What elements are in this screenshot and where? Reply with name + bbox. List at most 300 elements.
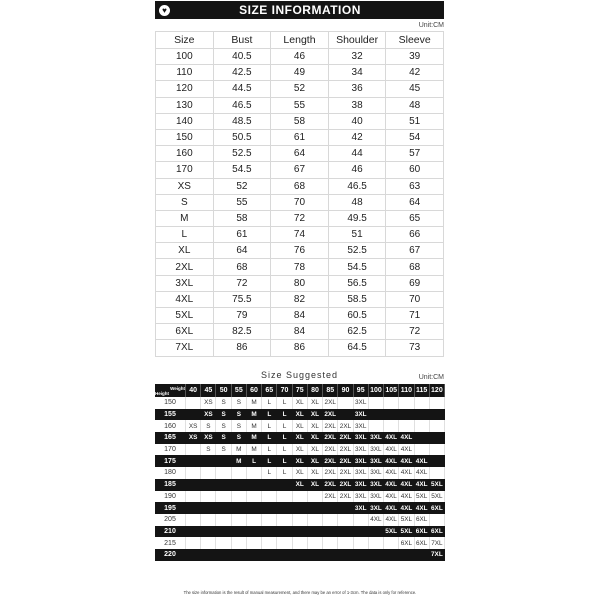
weight-header: 100: [368, 384, 383, 397]
size-cell: 3XL: [368, 467, 383, 479]
size-cell: [338, 526, 353, 538]
size-cell: S: [231, 420, 246, 432]
size-cell: [292, 526, 307, 538]
size-cell: 5XL: [429, 479, 444, 491]
size-cell: 4XL: [384, 455, 399, 467]
table-row: [156, 113, 444, 129]
size-cell: [231, 526, 246, 538]
table-cell: 3XL: [156, 275, 214, 291]
size-cell: [277, 502, 292, 514]
weight-header: 90: [338, 384, 353, 397]
size-cell: L: [262, 397, 277, 409]
size-cell: 4XL: [384, 444, 399, 456]
height-cell: 155: [155, 409, 186, 421]
size-cell: [231, 537, 246, 549]
suggestion-row: [155, 397, 445, 409]
size-cell: [186, 514, 201, 526]
suggestion-row: [155, 549, 445, 561]
table-cell: 64.5: [328, 340, 386, 356]
size-cell: S: [231, 397, 246, 409]
table-cell: 38: [328, 97, 386, 113]
size-cell: [186, 444, 201, 456]
size-cell: [216, 549, 231, 561]
table-cell: 55: [271, 97, 329, 113]
size-cell: [262, 491, 277, 503]
table-cell: 100: [156, 49, 214, 65]
suggestion-row: [155, 537, 445, 549]
size-cell: [323, 537, 338, 549]
table-row: [156, 308, 444, 324]
size-cell: [338, 514, 353, 526]
table-row: [156, 49, 444, 65]
size-cell: [353, 549, 368, 561]
height-cell: 160: [155, 420, 186, 432]
table-cell: 68: [271, 178, 329, 194]
size-cell: [368, 549, 383, 561]
size-cell: 4XL: [414, 455, 429, 467]
size-cell: [368, 420, 383, 432]
size-cell: [307, 537, 322, 549]
suggestion-row: [155, 455, 445, 467]
table-cell: 54.5: [213, 162, 271, 178]
table-cell: 64: [271, 146, 329, 162]
size-cell: 3XL: [368, 432, 383, 444]
suggestion-row: [155, 420, 445, 432]
table-cell: 42: [386, 65, 444, 81]
size-cell: 4XL: [368, 514, 383, 526]
size-cell: [186, 479, 201, 491]
suggestion-row: [155, 409, 445, 421]
size-cell: 2XL: [323, 491, 338, 503]
size-cell: [186, 455, 201, 467]
size-cell: S: [231, 432, 246, 444]
table-cell: 67: [386, 243, 444, 259]
size-cell: [216, 526, 231, 538]
size-cell: [399, 397, 414, 409]
size-cell: [186, 409, 201, 421]
table-cell: 52: [213, 178, 271, 194]
size-cell: XL: [307, 409, 322, 421]
table-row: [156, 81, 444, 97]
weight-header: 80: [307, 384, 322, 397]
size-cell: [262, 479, 277, 491]
size-cell: XL: [292, 420, 307, 432]
size-cell: [368, 409, 383, 421]
height-cell: 205: [155, 514, 186, 526]
table-cell: 65: [386, 210, 444, 226]
size-cell: [368, 537, 383, 549]
size-cell: [216, 455, 231, 467]
size-cell: [186, 467, 201, 479]
size-suggested-title: Size Suggested: [260, 370, 339, 380]
size-cell: L: [277, 455, 292, 467]
size-cell: 4XL: [414, 479, 429, 491]
size-cell: S: [201, 444, 216, 456]
table-cell: 67: [271, 162, 329, 178]
weight-header: 110: [399, 384, 414, 397]
size-cell: 7XL: [429, 549, 444, 561]
size-cell: 3XL: [353, 420, 368, 432]
size-cell: L: [277, 467, 292, 479]
size-cell: 2XL: [323, 409, 338, 421]
size-cell: 6XL: [429, 526, 444, 538]
table-cell: 75.5: [213, 291, 271, 307]
size-cell: XL: [292, 432, 307, 444]
size-cell: 2XL: [338, 420, 353, 432]
size-cell: [186, 549, 201, 561]
height-cell: 175: [155, 455, 186, 467]
height-label: Height: [155, 390, 169, 396]
size-cell: 2XL: [338, 467, 353, 479]
table-row: [156, 210, 444, 226]
table-cell: 130: [156, 97, 214, 113]
table-cell: 78: [271, 259, 329, 275]
size-cell: S: [216, 432, 231, 444]
weight-header: 65: [262, 384, 277, 397]
size-cell: [307, 502, 322, 514]
size-suggested-table: [155, 384, 445, 561]
table-cell: 44.5: [213, 81, 271, 97]
size-cell: [246, 467, 261, 479]
size-cell: 3XL: [353, 467, 368, 479]
size-cell: [323, 549, 338, 561]
table-cell: 7XL: [156, 340, 214, 356]
table-row: [156, 324, 444, 340]
size-cell: 4XL: [384, 467, 399, 479]
column-header: Length: [271, 32, 329, 49]
size-cell: L: [277, 409, 292, 421]
size-cell: [246, 491, 261, 503]
size-cell: [429, 420, 444, 432]
table-cell: 86: [213, 340, 271, 356]
size-cell: 5XL: [399, 526, 414, 538]
table-cell: 54.5: [328, 259, 386, 275]
column-header: Bust: [213, 32, 271, 49]
table-cell: 80: [271, 275, 329, 291]
size-cell: [201, 502, 216, 514]
size-cell: 2XL: [338, 479, 353, 491]
size-cell: L: [277, 397, 292, 409]
size-cell: [323, 526, 338, 538]
table-cell: 51: [386, 113, 444, 129]
size-cell: [186, 537, 201, 549]
size-cell: M: [246, 432, 261, 444]
size-cell: 4XL: [399, 479, 414, 491]
unit-label: Unit:CM: [418, 22, 444, 29]
size-cell: 3XL: [368, 502, 383, 514]
size-cell: [186, 526, 201, 538]
table-cell: 57: [386, 146, 444, 162]
size-cell: [201, 549, 216, 561]
size-cell: [307, 549, 322, 561]
size-cell: [429, 455, 444, 467]
size-cell: [201, 479, 216, 491]
suggestion-row: [155, 526, 445, 538]
weight-header: 70: [277, 384, 292, 397]
size-cell: XL: [307, 397, 322, 409]
table-cell: 51: [328, 227, 386, 243]
size-cell: [399, 409, 414, 421]
table-cell: 58: [213, 210, 271, 226]
table-cell: 72: [271, 210, 329, 226]
table-cell: 84: [271, 324, 329, 340]
size-cell: [399, 420, 414, 432]
size-cell: [414, 549, 429, 561]
size-cell: 3XL: [353, 409, 368, 421]
size-cell: [262, 514, 277, 526]
size-information-header: [155, 1, 444, 19]
size-cell: L: [246, 455, 261, 467]
table-cell: 56.5: [328, 275, 386, 291]
table-row: [156, 146, 444, 162]
size-information-table: [155, 31, 444, 357]
weight-header: 45: [201, 384, 216, 397]
table-cell: 69: [386, 275, 444, 291]
size-cell: S: [201, 420, 216, 432]
size-cell: [277, 514, 292, 526]
size-cell: M: [246, 397, 261, 409]
table-cell: L: [156, 227, 214, 243]
size-cell: M: [231, 455, 246, 467]
table-cell: 48.5: [213, 113, 271, 129]
size-cell: [429, 467, 444, 479]
table-cell: 46.5: [213, 97, 271, 113]
size-cell: [384, 537, 399, 549]
size-cell: 3XL: [368, 444, 383, 456]
size-cell: 2XL: [323, 479, 338, 491]
table-cell: 150: [156, 129, 214, 145]
size-cell: [384, 409, 399, 421]
table-cell: 86: [271, 340, 329, 356]
size-cell: [246, 526, 261, 538]
table-cell: 40: [328, 113, 386, 129]
table-cell: 70: [386, 291, 444, 307]
weight-header: 85: [323, 384, 338, 397]
size-cell: [384, 549, 399, 561]
size-cell: L: [262, 444, 277, 456]
table-cell: 6XL: [156, 324, 214, 340]
table-cell: 60: [386, 162, 444, 178]
weight-header-row: [155, 384, 445, 397]
size-cell: [338, 502, 353, 514]
table-cell: 46.5: [328, 178, 386, 194]
size-cell: XL: [307, 467, 322, 479]
size-cell: [231, 514, 246, 526]
size-cell: 4XL: [399, 502, 414, 514]
height-cell: 150: [155, 397, 186, 409]
table-cell: 61: [271, 129, 329, 145]
table-cell: 76: [271, 243, 329, 259]
size-cell: [231, 491, 246, 503]
size-cell: 2XL: [338, 455, 353, 467]
suggestion-row: [155, 444, 445, 456]
size-cell: XL: [307, 432, 322, 444]
size-cell: XL: [307, 455, 322, 467]
size-cell: 4XL: [384, 479, 399, 491]
table-cell: 42.5: [213, 65, 271, 81]
size-cell: [292, 502, 307, 514]
size-cell: 4XL: [414, 467, 429, 479]
size-cell: 7XL: [429, 537, 444, 549]
table-cell: 34: [328, 65, 386, 81]
size-cell: 2XL: [323, 397, 338, 409]
size-cell: [429, 444, 444, 456]
size-cell: [338, 537, 353, 549]
suggestion-row: [155, 502, 445, 514]
size-cell: [216, 502, 231, 514]
table-row: [156, 194, 444, 210]
size-cell: 4XL: [384, 514, 399, 526]
size-cell: [201, 455, 216, 467]
size-cell: [368, 526, 383, 538]
size-cell: 6XL: [414, 537, 429, 549]
size-cell: [246, 537, 261, 549]
size-cell: [292, 491, 307, 503]
table-cell: 58: [271, 113, 329, 129]
table-row: [156, 162, 444, 178]
table-cell: 49.5: [328, 210, 386, 226]
size-cell: [231, 479, 246, 491]
weight-height-corner: [155, 384, 186, 397]
table-cell: 52.5: [328, 243, 386, 259]
size-cell: 6XL: [399, 537, 414, 549]
table-cell: 5XL: [156, 308, 214, 324]
size-cell: 3XL: [353, 432, 368, 444]
size-cell: L: [277, 432, 292, 444]
size-cell: 4XL: [399, 491, 414, 503]
size-cell: [384, 420, 399, 432]
size-cell: 3XL: [353, 455, 368, 467]
size-cell: 3XL: [353, 444, 368, 456]
size-cell: M: [246, 409, 261, 421]
size-cell: [246, 502, 261, 514]
table-cell: 40.5: [213, 49, 271, 65]
size-cell: [201, 491, 216, 503]
table-cell: 73: [386, 340, 444, 356]
column-header: Sleeve: [386, 32, 444, 49]
size-cell: 4XL: [399, 444, 414, 456]
table-row: [156, 97, 444, 113]
table-row: [156, 129, 444, 145]
size-cell: [368, 397, 383, 409]
table-cell: 72: [213, 275, 271, 291]
table-cell: XS: [156, 178, 214, 194]
table-cell: 2XL: [156, 259, 214, 275]
size-cell: [429, 432, 444, 444]
table-cell: 70: [271, 194, 329, 210]
table-cell: 82.5: [213, 324, 271, 340]
table-cell: 58.5: [328, 291, 386, 307]
table-cell: 160: [156, 146, 214, 162]
table-cell: 61: [213, 227, 271, 243]
size-cell: [399, 549, 414, 561]
size-cell: XL: [292, 455, 307, 467]
size-cell: [262, 537, 277, 549]
size-cell: L: [262, 455, 277, 467]
size-cell: 5XL: [399, 514, 414, 526]
size-cell: 2XL: [323, 444, 338, 456]
table-cell: 52: [271, 81, 329, 97]
table-row: [156, 243, 444, 259]
table-cell: 60.5: [328, 308, 386, 324]
size-cell: [262, 526, 277, 538]
column-header: Shoulder: [328, 32, 386, 49]
table-row: [156, 275, 444, 291]
size-cell: [216, 537, 231, 549]
weight-header: 115: [414, 384, 429, 397]
size-cell: L: [262, 467, 277, 479]
table-cell: 72: [386, 324, 444, 340]
table-cell: 42: [328, 129, 386, 145]
table-cell: 46: [271, 49, 329, 65]
size-cell: 2XL: [323, 455, 338, 467]
table-cell: 170: [156, 162, 214, 178]
height-cell: 170: [155, 444, 186, 456]
suggestion-row: [155, 479, 445, 491]
size-cell: 2XL: [323, 432, 338, 444]
table-cell: 49: [271, 65, 329, 81]
size-cell: XL: [292, 467, 307, 479]
size-cell: [384, 397, 399, 409]
height-cell: 210: [155, 526, 186, 538]
table-cell: 45: [386, 81, 444, 97]
weight-header: 50: [216, 384, 231, 397]
size-cell: 3XL: [368, 491, 383, 503]
table-row: [156, 178, 444, 194]
size-cell: 2XL: [338, 491, 353, 503]
table-cell: 120: [156, 81, 214, 97]
height-cell: 190: [155, 491, 186, 503]
table-cell: 48: [386, 97, 444, 113]
size-cell: 5XL: [429, 491, 444, 503]
table-row: [156, 291, 444, 307]
column-header: Size: [156, 32, 214, 49]
footnote: The size information is the result of manual measurement, and there may be an error of 1-3cm. The data is only for reference.: [183, 590, 417, 595]
size-cell: [338, 409, 353, 421]
size-cell: 6XL: [429, 502, 444, 514]
size-cell: 2XL: [338, 432, 353, 444]
table-cell: 68: [386, 259, 444, 275]
table-cell: 44: [328, 146, 386, 162]
size-cell: [414, 409, 429, 421]
height-cell: 195: [155, 502, 186, 514]
size-cell: [277, 491, 292, 503]
unit-label-suggested: Unit:CM: [418, 374, 444, 381]
table-row: [156, 340, 444, 356]
size-cell: [429, 409, 444, 421]
size-cell: S: [216, 409, 231, 421]
table-cell: 68: [213, 259, 271, 275]
size-cell: 5XL: [384, 526, 399, 538]
table-row: [156, 227, 444, 243]
size-cell: [216, 479, 231, 491]
size-cell: XS: [201, 432, 216, 444]
size-cell: [186, 491, 201, 503]
size-cell: XL: [307, 444, 322, 456]
size-cell: [338, 549, 353, 561]
size-cell: [262, 549, 277, 561]
height-cell: 220: [155, 549, 186, 561]
suggestion-row: [155, 432, 445, 444]
table-cell: 79: [213, 308, 271, 324]
table-cell: M: [156, 210, 214, 226]
table-header-row: [156, 32, 444, 49]
size-cell: XS: [201, 397, 216, 409]
height-cell: 165: [155, 432, 186, 444]
size-cell: XS: [201, 409, 216, 421]
weight-header: 55: [231, 384, 246, 397]
size-cell: [277, 479, 292, 491]
